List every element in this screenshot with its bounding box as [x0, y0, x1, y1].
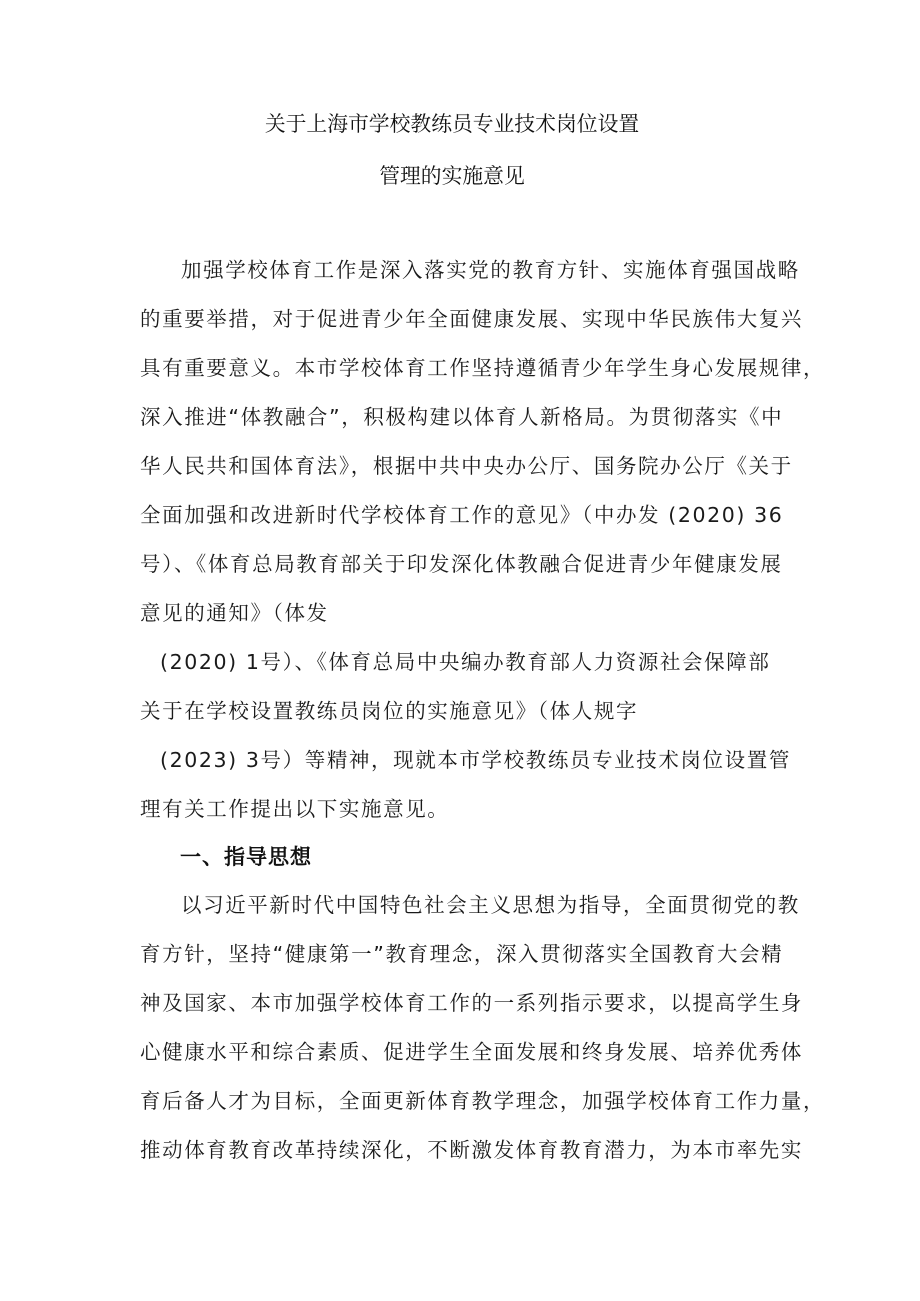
paragraph-line: 意见的通知》（体发 [140, 601, 329, 625]
document-title-line-2: 管理的实施意见 [379, 164, 525, 188]
paragraph-line: 神及国家、本市加强学校体育工作的一系列指示要求，以提高学生身 [140, 991, 803, 1015]
paragraph-line: 育方针，坚持“健康第一”教育理念，深入贯彻落实全国教育大会精 [140, 942, 784, 966]
paragraph-line: 理有关工作提出以下实施意见。 [140, 797, 450, 821]
paragraph-line: 华人民共和国体育法》，根据中共中央办公厅、国务院办公厅《关于 [140, 454, 793, 478]
paragraph-line: 以习近平新时代中国特色社会主义思想为指导，全面贯彻党的教 [181, 893, 800, 917]
paragraph-line: 关于在学校设置教练员岗位的实施意见》（体人规字 [140, 699, 639, 723]
paragraph-line: 的重要举措，对于促进青少年全面健康发展、实现中华民族伟大复兴 [140, 307, 803, 331]
paragraph-line: 加强学校体育工作是深入落实党的教育方针、实施体育强国战略 [181, 258, 800, 282]
paragraph-line: 育后备人才为目标，全面更新体育教学理念，加强学校体育工作力量， [140, 1089, 826, 1113]
paragraph-line: 心健康水平和综合素质、促进学生全面发展和终身发展、培养优秀体 [140, 1040, 803, 1064]
section-heading: 一、指导思想 [180, 845, 312, 869]
document-title-line-1: 关于上海市学校教练员专业技术岗位设置 [264, 112, 640, 136]
paragraph-line: (2023) 3号）等精神，现就本市学校教练员专业技术岗位设置管 [160, 748, 791, 772]
paragraph-line: 推动体育教育改革持续深化，不断激发体育教育潜力，为本市率先实 [140, 1138, 803, 1162]
paragraph-line: 全面加强和改进新时代学校体育工作的意见》（中办发 (2020) 36 [140, 503, 784, 527]
paragraph-line: 号）、《体育总局教育部关于印发深化体教融合促进青少年健康发展 [140, 552, 783, 576]
paragraph-line: (2020) 1号）、《体育总局中央编办教育部人力资源社会保障部 [160, 650, 771, 674]
paragraph-line: 具有重要意义。本市学校体育工作坚持遵循青少年学生身心发展规律， [140, 356, 826, 380]
paragraph-line: 深入推进“体教融合”，积极构建以体育人新格局。为贯彻落实《中 [140, 405, 784, 429]
